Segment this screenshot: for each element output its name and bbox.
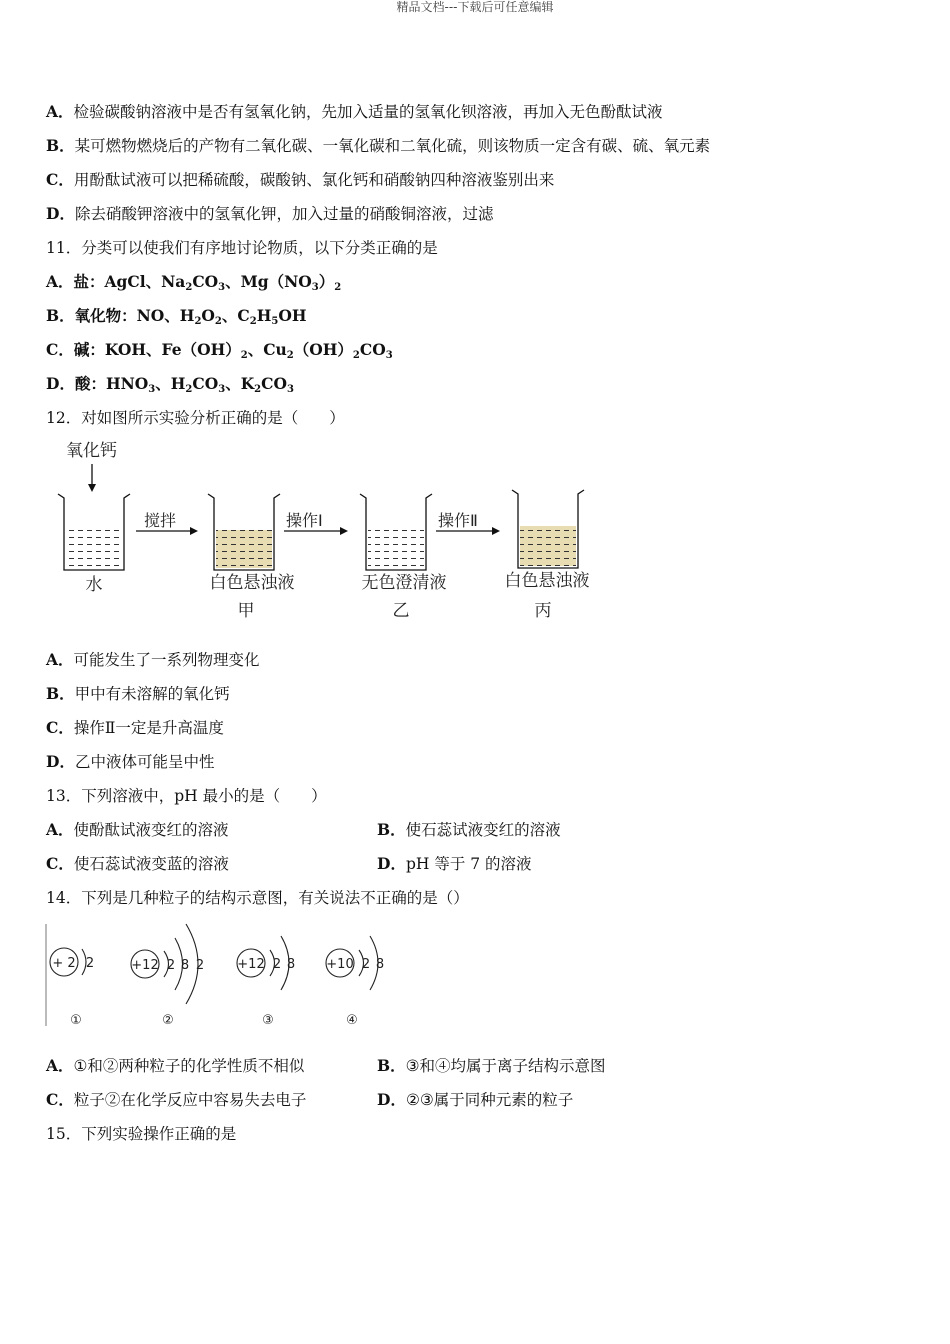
water-liquid	[66, 530, 122, 568]
q11-option-a: A．盐：AgCl、$Na_2CO_3$、$Mg(NO_3)_2$	[46, 272, 342, 293]
particle-2-nucleus-label: +12	[131, 958, 159, 973]
q12-option-c: C．操作Ⅱ一定是升高温度	[46, 718, 224, 737]
particle-1-shell-1-count: 2	[85, 956, 95, 971]
particle-3	[237, 936, 295, 1028]
q12-experiment-figure	[50, 436, 610, 626]
q14-option-d: D．②③属于同种元素的粒子	[377, 1090, 574, 1109]
step2-arrow-head	[340, 527, 348, 535]
step2-label: 操作Ⅰ	[286, 511, 323, 530]
q12-option-a: A．可能发生了一系列物理变化	[46, 650, 260, 669]
q10-option-a: A．检验碳酸钠溶液中是否有氢氧化钠，先加入适量的氢氧化钡溶液，再加入无色酚酞试液	[46, 102, 663, 121]
q12-option-b: B．甲中有未溶解的氧化钙	[46, 684, 230, 703]
q11-option-d: D．酸：$HNO_3$、$H_2CO_3$、$K_2CO_3$	[46, 374, 294, 395]
particle-4-shell-1-count: 2	[361, 957, 371, 972]
beaker2-tag: 甲	[237, 601, 255, 621]
q10-option-c: C．用酚酞试液可以把稀硫酸，碳酸钠、氯化钙和硝酸钠四种溶液鉴别出来	[46, 170, 555, 189]
q10-option-b: B．某可燃物燃烧后的产物有二氧化碳、一氧化碳和二氧化硫，则该物质一定含有碳、硫、氧元素	[46, 136, 711, 155]
q11-option-c: C．碱：KOH、$Fe(OH)_2$、$Cu_2(OH)_2CO_3$	[46, 340, 393, 361]
particle-1-nucleus-label: + 2	[52, 956, 76, 971]
particle-3-nucleus-label: +12	[237, 957, 265, 972]
q13-option-a: A．使酚酞试液变红的溶液	[46, 820, 229, 839]
q13-stem: 13．下列溶液中，pH 最小的是（ ）	[46, 787, 327, 805]
particle-3-shell-1-count: 2	[272, 957, 282, 972]
reagent-label: 氧化钙	[66, 441, 117, 461]
particle-2-tag: ②	[162, 1013, 174, 1028]
reagent-arrow-head	[88, 484, 96, 492]
step3-label: 操作Ⅱ	[438, 511, 478, 530]
q13-option-c: C．使石蕊试液变蓝的溶液	[46, 854, 229, 873]
q14-option-c: C．粒子②在化学反应中容易失去电子	[46, 1090, 307, 1109]
q14-option-a: A．①和②两种粒子的化学性质不相似	[46, 1056, 305, 1075]
particle-4	[326, 936, 384, 1028]
q12-stem: 12．对如图所示实验分析正确的是（ ）	[46, 409, 345, 427]
step3-arrow-head	[492, 527, 500, 535]
beaker-jia	[208, 494, 280, 570]
beaker2-caption: 白色悬浊液	[209, 573, 295, 593]
q11-option-b: B．氧化物：NO、$H_2O_2$、$C_2H_5OH$	[46, 306, 307, 327]
q15-stem: 15．下列实验操作正确的是	[46, 1125, 237, 1143]
beaker3-tag: 乙	[392, 601, 410, 621]
q14-particle-figure	[44, 918, 404, 1033]
particle-4-shell-2-count: 8	[375, 957, 385, 972]
q12-option-d: D．乙中液体可能呈中性	[46, 752, 215, 771]
particle-3-shell-2-count: 8	[286, 957, 296, 972]
beaker4-tag: 丙	[534, 601, 552, 621]
beaker-bing	[512, 490, 584, 568]
particle-4-nucleus-label: +10	[326, 957, 354, 972]
jia-liquid-dashes	[216, 530, 272, 568]
particle-3-tag: ③	[262, 1013, 274, 1028]
particle-2-shell-1-count: 2	[166, 958, 176, 973]
q10-option-d: D．除去硝酸钾溶液中的氢氧化钾，加入过量的硝酸铜溶液，过滤	[46, 204, 494, 223]
step1-label: 搅拌	[144, 511, 177, 530]
beaker3-caption: 无色澄清液	[361, 573, 447, 593]
bing-liquid-dashes	[520, 526, 576, 566]
q11-stem: 11．分类可以使我们有序地讨论物质，以下分类正确的是	[46, 239, 438, 257]
beaker1-caption: 水	[85, 575, 103, 595]
step1-arrow-head	[190, 527, 198, 535]
particle-1	[50, 948, 94, 1028]
particle-2-shell-3-count: 2	[195, 958, 205, 973]
page-header: 精品文档---下载后可任意编辑	[396, 0, 554, 14]
q14-stem: 14．下列是几种粒子的结构示意图，有关说法不正确的是（）	[46, 889, 469, 907]
q13-option-b: B．使石蕊试液变红的溶液	[377, 820, 561, 839]
particle-4-tag: ④	[346, 1013, 358, 1028]
q14-option-b: B．③和④均属于离子结构示意图	[377, 1056, 606, 1075]
yi-liquid-dashes	[368, 530, 424, 568]
beaker-water	[58, 494, 130, 570]
particle-2	[131, 924, 204, 1028]
particle-1-tag: ①	[70, 1013, 82, 1028]
beaker4-caption: 白色悬浊液	[504, 571, 590, 591]
particle-2-shell-2-count: 8	[180, 958, 190, 973]
beaker-yi	[360, 494, 432, 570]
q13-option-d: D．pH 等于 7 的溶液	[377, 854, 532, 873]
